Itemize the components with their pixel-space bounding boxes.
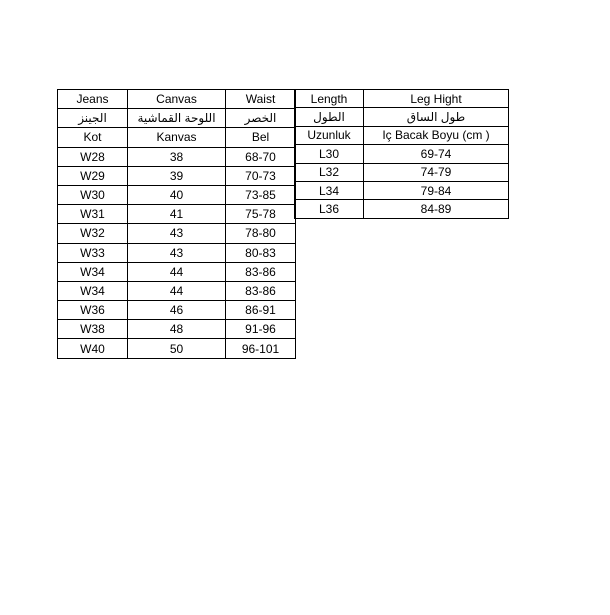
waist-cell: 78-80 [226, 224, 296, 243]
table-row [58, 166, 296, 185]
length-cell: L30 [295, 145, 364, 163]
header-row-turkish [58, 128, 296, 147]
waist-cell: 75-78 [226, 205, 296, 224]
table-row [295, 163, 509, 181]
waist-cell: 91-96 [226, 320, 296, 339]
jeans-cell: W28 [58, 147, 128, 166]
table-row [58, 147, 296, 166]
waist-cell: 68-70 [226, 147, 296, 166]
header-row-english [58, 90, 296, 109]
leg-hight-cell: 79-84 [364, 181, 509, 199]
jeans-cell: W36 [58, 301, 128, 320]
jeans-waist-size-table [57, 89, 296, 359]
jeans-cell: W31 [58, 205, 128, 224]
header-leg-hight-tr: Iç Bacak Boyu (cm ) [364, 126, 509, 144]
jeans-cell: W34 [58, 281, 128, 300]
header-row-english [295, 90, 509, 108]
waist-cell: 70-73 [226, 166, 296, 185]
canvas-cell: 44 [128, 281, 226, 300]
jeans-cell: W38 [58, 320, 128, 339]
canvas-cell: 43 [128, 224, 226, 243]
canvas-cell: 48 [128, 320, 226, 339]
length-cell: L34 [295, 181, 364, 199]
header-leg-hight-en: Leg Hight [364, 90, 509, 108]
table-row [58, 339, 296, 358]
canvas-cell: 39 [128, 166, 226, 185]
canvas-cell: 41 [128, 205, 226, 224]
table-row [58, 224, 296, 243]
table-row [58, 205, 296, 224]
header-length-en: Length [295, 90, 364, 108]
canvas-cell: 44 [128, 262, 226, 281]
length-cell: L36 [295, 200, 364, 218]
header-row-turkish [295, 126, 509, 144]
header-jeans-ar: الجينز [58, 109, 128, 128]
header-row-arabic [58, 109, 296, 128]
canvas-cell: 38 [128, 147, 226, 166]
waist-cell: 80-83 [226, 243, 296, 262]
waist-cell: 83-86 [226, 281, 296, 300]
leg-hight-cell: 74-79 [364, 163, 509, 181]
header-canvas-tr: Kanvas [128, 128, 226, 147]
canvas-cell: 43 [128, 243, 226, 262]
header-row-arabic [295, 108, 509, 126]
waist-cell: 83-86 [226, 262, 296, 281]
header-jeans-en: Jeans [58, 90, 128, 109]
waist-cell: 86-91 [226, 301, 296, 320]
table-row [58, 301, 296, 320]
header-canvas-en: Canvas [128, 90, 226, 109]
header-canvas-ar: اللوحة القماشية [128, 109, 226, 128]
leg-hight-cell: 69-74 [364, 145, 509, 163]
table-row [58, 320, 296, 339]
waist-cell: 96-101 [226, 339, 296, 358]
jeans-cell: W33 [58, 243, 128, 262]
jeans-cell: W34 [58, 262, 128, 281]
header-jeans-tr: Kot [58, 128, 128, 147]
waist-cell: 73-85 [226, 185, 296, 204]
header-length-tr: Uzunluk [295, 126, 364, 144]
canvas-cell: 50 [128, 339, 226, 358]
canvas-cell: 40 [128, 185, 226, 204]
header-waist-en: Waist [226, 90, 296, 109]
header-waist-ar: الخصر [226, 109, 296, 128]
jeans-cell: W30 [58, 185, 128, 204]
header-length-ar: الطول [295, 108, 364, 126]
length-leg-size-table [294, 89, 509, 219]
jeans-cell: W29 [58, 166, 128, 185]
table-row [295, 200, 509, 218]
header-leg-hight-ar: طول الساق [364, 108, 509, 126]
jeans-cell: W40 [58, 339, 128, 358]
header-waist-tr: Bel [226, 128, 296, 147]
table-row [58, 281, 296, 300]
length-cell: L32 [295, 163, 364, 181]
table-row [295, 145, 509, 163]
leg-hight-cell: 84-89 [364, 200, 509, 218]
table-row [295, 181, 509, 199]
canvas-cell: 46 [128, 301, 226, 320]
jeans-cell: W32 [58, 224, 128, 243]
table-row [58, 243, 296, 262]
table-row [58, 262, 296, 281]
table-row [58, 185, 296, 204]
